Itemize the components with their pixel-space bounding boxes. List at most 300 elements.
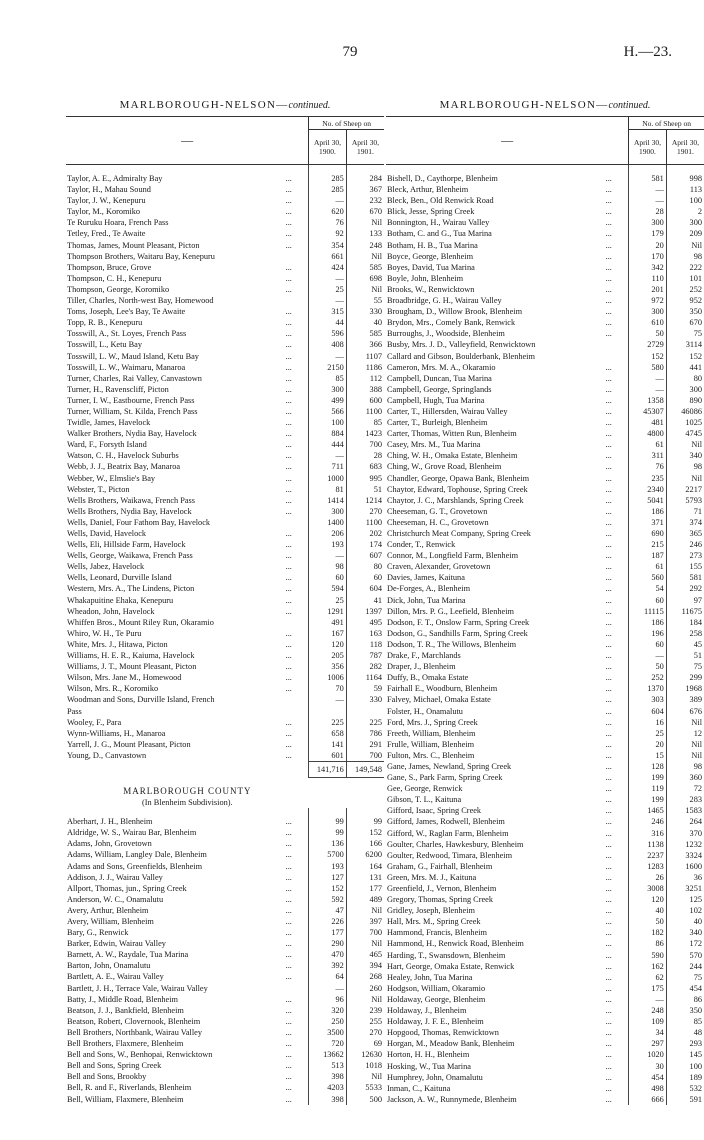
table-row (386, 683, 704, 694)
table-row (66, 983, 384, 994)
owner-name: Wells, Leonard, Durville Island (67, 573, 172, 583)
table-row (66, 816, 384, 827)
owner-name: Campbell, Duncan, Tua Marina (387, 373, 492, 383)
leader-dots: ... (605, 462, 612, 472)
leader-dots: ... (285, 406, 292, 416)
sheep-1900: 1358 (629, 395, 667, 406)
leader-dots: ... (605, 373, 612, 383)
owner-name: White, Mrs. J., Hitawa, Picton (67, 639, 168, 649)
leader-dots: ... (605, 795, 612, 805)
sheep-1901: 365 (666, 528, 704, 539)
owner-name: Wilson, Mrs. Jane M., Homewood (67, 673, 182, 683)
table-row (66, 228, 384, 239)
owner-name: Humphrey, John, Onamalutu (387, 1072, 483, 1082)
sheep-1901: 45 (666, 639, 704, 650)
owner-name: Wells, George, Waikawa, French Pass (67, 551, 193, 561)
left-col-1900: April 30, 1900. (309, 130, 347, 165)
table-row (386, 694, 704, 705)
owner-name: Ching, W. H., Omaka Estate, Blenheim (387, 451, 518, 461)
sheep-1900: 560 (629, 572, 667, 583)
sheep-1901: 585 (346, 328, 384, 339)
leader-dots (286, 983, 309, 994)
owner-name: Whakapuitine Ehaka, Kenepuru (67, 595, 174, 605)
sheep-1900: — (309, 195, 347, 206)
sheep-1901: 1025 (666, 417, 704, 428)
owner-name: Boyce, George, Blenheim (387, 251, 474, 261)
leader-dots: ... (605, 484, 612, 494)
leader-dots: ... (605, 1061, 612, 1071)
sheep-1901: 360 (666, 772, 704, 783)
table-row (386, 938, 704, 949)
table-row (66, 495, 384, 506)
owner-name: Brooks, W., Renwicktown (387, 284, 475, 294)
sheep-1901: 97 (666, 595, 704, 606)
table-row (66, 639, 384, 650)
table-row (66, 583, 384, 594)
sheep-1900: 152 (629, 351, 667, 362)
sheep-1900: 398 (309, 1094, 347, 1105)
table-row (386, 1049, 704, 1060)
leader-dots: ... (285, 684, 292, 694)
sheep-1900: 690 (629, 528, 667, 539)
table-row (386, 1072, 704, 1083)
sheep-1901: 55 (346, 295, 384, 306)
table-row (66, 506, 384, 517)
table-row (386, 251, 704, 262)
leader-dots: ... (285, 1094, 292, 1104)
leader-dots: ... (605, 196, 612, 206)
leader-dots: ... (605, 307, 612, 317)
sheep-1901: 60 (346, 572, 384, 583)
sheep-1901: 86 (666, 994, 704, 1005)
table-row (66, 1094, 384, 1105)
sheep-1900: 16 (629, 717, 667, 728)
sheep-1901: 3114 (666, 339, 704, 350)
leader-dots: ... (285, 917, 292, 926)
leader-dots: ... (285, 751, 292, 761)
owner-name: Chaytor, Edward, Tophouse, Spring Creek (387, 484, 528, 494)
sheep-1900: 20 (629, 739, 667, 750)
sheep-1901: 350 (666, 1005, 704, 1016)
owner-name: Webster, T., Picton (67, 484, 130, 494)
sheep-1901: 12630 (346, 1049, 384, 1060)
sheep-1900: 424 (309, 262, 347, 273)
owner-name: Dick, John, Tua Marina (387, 595, 466, 605)
table-row (66, 739, 384, 750)
sheep-1901: 36 (666, 872, 704, 883)
table-row (66, 450, 384, 461)
table-row (66, 694, 384, 705)
sheep-1900: 342 (629, 262, 667, 273)
leader-dots: ... (605, 529, 612, 538)
sheep-1901: 340 (666, 450, 704, 461)
sheep-1900: 498 (629, 1083, 667, 1094)
right-dash: — (386, 117, 629, 165)
total-row (66, 761, 384, 777)
leader-dots: ... (285, 928, 292, 938)
sheep-1900: 20 (629, 240, 667, 251)
leader-dots: ... (285, 418, 292, 428)
sheep-1900: 96 (309, 994, 347, 1005)
sheep-1900: 499 (309, 395, 347, 406)
owner-name: Thompson Brothers, Waitaru Bay, Kenepuru (67, 251, 215, 261)
sheep-1900: 13662 (309, 1049, 347, 1060)
sheep-1900: 152 (309, 883, 347, 894)
sheep-1901: 786 (346, 728, 384, 739)
table-row (386, 750, 704, 761)
sheep-1900: — (629, 994, 667, 1005)
table-row (386, 905, 704, 916)
table-row (66, 650, 384, 661)
owner-name: Wynn-Williams, H., Manaroa (67, 728, 166, 738)
leader-dots: ... (285, 1005, 292, 1015)
sheep-1900: 513 (309, 1060, 347, 1071)
table-row (66, 949, 384, 960)
table-row (386, 417, 704, 428)
total-1901: 149,548 (346, 761, 384, 777)
owner-name: Christchurch Meat Company, Spring Creek (387, 529, 531, 538)
table-row (66, 572, 384, 583)
sheep-1900: 311 (629, 450, 667, 461)
right-col-1901: April 30, 1901. (666, 130, 704, 165)
sheep-1901: Nil (346, 938, 384, 949)
leader-dots: ... (605, 684, 612, 694)
sheep-1901: 4745 (666, 428, 704, 439)
owner-name: Cameron, Mrs. M. A., Okaramio (387, 362, 496, 372)
sheep-1901: Nil (346, 217, 384, 228)
table-row (386, 184, 704, 195)
sheep-1901: 591 (666, 1094, 704, 1105)
leader-dots: ... (605, 429, 612, 439)
table-row (386, 550, 704, 561)
owner-name: Carter, T., Hillersden, Wairau Valley (387, 406, 508, 416)
leader-dots: ... (605, 994, 612, 1004)
owner-name: Taylor, H., Mahau Sound (67, 185, 151, 195)
sheep-1901: 500 (346, 1094, 384, 1105)
owner-name: Thompson, George, Koromiko (67, 284, 170, 294)
sheep-1900: 92 (309, 228, 347, 239)
owner-name: Fairhall E., Woodburn, Blenheim (387, 684, 498, 694)
sheep-1901: 177 (346, 883, 384, 894)
leader-dots: ... (605, 262, 612, 272)
table-row (66, 861, 384, 872)
sheep-1900: 196 (629, 628, 667, 639)
leader-dots: ... (605, 817, 612, 827)
sheep-1901: 995 (346, 473, 384, 484)
table-row (386, 506, 704, 517)
table-row (386, 528, 704, 539)
sheep-1901: 1583 (666, 805, 704, 816)
sheep-1900: 60 (309, 572, 347, 583)
owner-name: Yarrell, J. G., Mount Pleasant, Picton (67, 739, 191, 749)
sheep-1900: 167 (309, 628, 347, 639)
sheep-1901: 700 (346, 927, 384, 938)
sheep-1901: 397 (346, 916, 384, 927)
owner-name: Boyle, John, Blenheim (387, 273, 464, 283)
table-row (66, 1027, 384, 1038)
sheep-1900: 186 (629, 506, 667, 517)
table-row (66, 849, 384, 860)
table-row (386, 273, 704, 284)
sheep-1900: 120 (309, 639, 347, 650)
sheep-1901: 670 (666, 317, 704, 328)
leader-dots: ... (285, 1083, 292, 1093)
leader-dots: ... (285, 284, 292, 294)
owner-name: Turner, I. W., Eastbourne, French Pass (67, 395, 195, 405)
owner-name: Frulle, William, Blenheim (387, 739, 475, 749)
table-row (66, 373, 384, 384)
table-row (386, 872, 704, 883)
table-row (66, 206, 384, 217)
leader-dots: ... (605, 861, 612, 871)
table-row (66, 550, 384, 561)
sheep-1901: 787 (346, 650, 384, 661)
leader-dots: ... (605, 473, 612, 483)
sheep-1900: 581 (629, 173, 667, 184)
table-row (386, 650, 704, 661)
owner-name: Hammond, H., Renwick Road, Blenheim (387, 939, 524, 949)
owner-name: Folster, H., Onamalutu (387, 706, 463, 716)
table-row (66, 473, 384, 484)
sheep-1901: Nil (346, 284, 384, 295)
owner-name: Fulton, Mrs. C., Blenheim (387, 750, 475, 760)
table-row (66, 683, 384, 694)
sheep-1901: 388 (346, 384, 384, 395)
table-row (66, 927, 384, 938)
sheep-1901: 202 (346, 528, 384, 539)
leader-dots: ... (605, 406, 612, 416)
sheep-1900: 45307 (629, 406, 667, 417)
owner-name: Gifford, James, Rodwell, Blenheim (387, 817, 505, 827)
owner-name: Horton, H. H., Blenheim (387, 1050, 470, 1060)
sheep-1900: 128 (629, 761, 667, 772)
owner-name: Batty, J., Middle Road, Blenheim (67, 994, 178, 1004)
leader-dots: ... (605, 639, 612, 649)
sheep-1900: 215 (629, 539, 667, 550)
sheep-1901: 5793 (666, 495, 704, 506)
sheep-1900: 61 (629, 439, 667, 450)
sheep-1900: — (629, 373, 667, 384)
sheep-1901: 284 (346, 173, 384, 184)
leader-dots: ... (605, 839, 612, 849)
table-row (386, 606, 704, 617)
owner-name: Barker, Edwin, Wairau Valley (67, 939, 166, 949)
owner-name: Barton, John, Onamalutu (67, 961, 151, 971)
sheep-1900: 28 (629, 206, 667, 217)
sheep-1900: 246 (629, 816, 667, 827)
leader-dots: ... (605, 1094, 612, 1104)
table-row (66, 195, 384, 206)
leader-dots: ... (285, 451, 292, 461)
sheep-1901: 489 (346, 894, 384, 905)
leader-dots: ... (605, 395, 612, 405)
sheep-1900: 193 (309, 539, 347, 550)
sheep-1901: 80 (346, 561, 384, 572)
sheep-1901: 48 (666, 1027, 704, 1038)
owner-name: Aldridge, W. S., Wairau Bar, Blenheim (67, 828, 197, 838)
sheep-1901: 164 (346, 861, 384, 872)
owner-name: Casey, Mrs. M., Tua Marina (387, 440, 481, 450)
table-row (66, 938, 384, 949)
sheep-1901: Nil (666, 739, 704, 750)
table-row (66, 1005, 384, 1016)
sheep-1901: 189 (666, 1072, 704, 1083)
sheep-1901: 222 (666, 262, 704, 273)
owner-name: Callard and Gibson, Boulderbank, Blenheim (387, 351, 535, 361)
sheep-1900: 226 (309, 916, 347, 927)
table-row (386, 661, 704, 672)
sheep-1901 (346, 706, 384, 717)
sheep-1901: 952 (666, 295, 704, 306)
leader-dots: ... (605, 207, 612, 217)
sheep-1901: 209 (666, 228, 704, 239)
leader-dots: ... (285, 196, 292, 206)
sheep-1900: 76 (309, 217, 347, 228)
total-1900: 141,716 (309, 761, 347, 777)
owner-name: Adams and Sons, Greenfields, Blenheim (67, 861, 203, 871)
right-sheep-header: No. of Sheep on (629, 117, 704, 130)
sheep-1900: 25 (309, 284, 347, 295)
sheep-1900: 252 (629, 672, 667, 683)
leader-dots: ... (605, 495, 612, 505)
sheep-1901: 1107 (346, 351, 384, 362)
owner-name: Draper, J., Blenheim (387, 662, 456, 672)
leader-dots: ... (605, 928, 612, 938)
sheep-1900: 2150 (309, 362, 347, 373)
leader-dots: ... (285, 218, 292, 228)
sheep-1901: 98 (666, 461, 704, 472)
sheep-1900: 711 (309, 461, 347, 472)
sheep-1901: 350 (666, 306, 704, 317)
owner-name: Gibson, T. L., Kaituna (387, 795, 462, 805)
owner-name: Green, Mrs. M. J., Kaituna (387, 872, 477, 882)
sheep-1901: 99 (346, 816, 384, 827)
sheep-1900: — (309, 983, 347, 994)
table-row (66, 339, 384, 350)
sheep-1901: 585 (346, 262, 384, 273)
sheep-1900: 175 (629, 983, 667, 994)
leader-dots: ... (285, 384, 292, 394)
sheep-1900: 1020 (629, 1049, 667, 1060)
sheep-1901: 366 (346, 339, 384, 350)
sheep-1901: 75 (666, 661, 704, 672)
leader-dots: ... (605, 651, 612, 661)
leader-dots: ... (285, 462, 292, 472)
sheep-1901: 174 (346, 539, 384, 550)
sheep-1900: 1400 (309, 517, 347, 528)
right-col-1900: April 30, 1900. (629, 130, 667, 165)
table-row (66, 606, 384, 617)
leader-dots: ... (285, 473, 292, 483)
owner-name: Tiller, Charles, North-west Bay, Homewood (67, 296, 214, 306)
sheep-1900: — (629, 184, 667, 195)
sheep-1901: 1397 (346, 606, 384, 617)
owner-name: Young, D., Canvastown (67, 751, 147, 761)
owner-name: Campbell, Hugh, Tua Marina (387, 395, 485, 405)
sheep-1901: 1968 (666, 683, 704, 694)
owner-name: Wooley, F., Para (67, 717, 122, 727)
table-row (66, 173, 384, 184)
sheep-1901: 51 (666, 650, 704, 661)
owner-name: Bell Brothers, Flaxmere, Blenheim (67, 1039, 184, 1049)
sheep-1901: 340 (666, 927, 704, 938)
sheep-1901: 698 (346, 273, 384, 284)
table-row (386, 384, 704, 395)
owner-name: Goulter, Redwood, Timara, Blenheim (387, 850, 513, 860)
sheep-1901: 85 (346, 417, 384, 428)
owner-name: Allport, Thomas, jun., Spring Creek (67, 883, 187, 893)
leader-dots: ... (605, 806, 612, 816)
owner-name: Brydon, Mrs., Comely Bank, Renwick (387, 318, 516, 328)
owner-name: Williams, J. T., Mount Pleasant, Picton (67, 662, 197, 672)
sheep-1901: Nil (666, 240, 704, 251)
owner-name: Addison, J. J., Wairau Valley (67, 872, 163, 882)
table-row (386, 461, 704, 472)
sheep-1900: — (629, 384, 667, 395)
leader-dots: ... (605, 329, 612, 339)
owner-name: Tosswill, L., Ketu Bay (67, 340, 143, 350)
sheep-1901: 166 (346, 838, 384, 849)
table-row (386, 717, 704, 728)
leader-dots: ... (605, 750, 612, 760)
table-row (66, 827, 384, 838)
sheep-1900: 26 (629, 872, 667, 883)
sheep-1901: 700 (346, 750, 384, 762)
sheep-1900: 398 (309, 1071, 347, 1082)
leader-dots: ... (285, 229, 292, 239)
sheep-1901: 454 (666, 983, 704, 994)
table-row (386, 328, 704, 339)
sheep-1901: 604 (346, 583, 384, 594)
sheep-1901: 2217 (666, 484, 704, 495)
owner-name: Hosking, W., Tua Marina (387, 1061, 471, 1071)
table-row (66, 362, 384, 373)
leader-dots: ... (285, 395, 292, 405)
leader-dots: ... (285, 628, 292, 638)
sheep-1900: 64 (309, 971, 347, 982)
owner-name: Hopgood, Thomas, Renwicktown (387, 1028, 499, 1038)
sheep-1900: 25 (309, 595, 347, 606)
sheep-1901: Nil (346, 1071, 384, 1082)
owner-name: Walker Brothers, Nydia Bay, Havelock (67, 429, 197, 439)
sheep-1901: 225 (346, 717, 384, 728)
sheep-1900: 620 (309, 206, 347, 217)
sheep-1901: 370 (666, 828, 704, 839)
sheep-1900: 81 (309, 484, 347, 495)
sheep-1901: 374 (666, 517, 704, 528)
sheep-1900: 205 (309, 650, 347, 661)
sheep-1900: 30 (629, 1061, 667, 1072)
leader-dots: ... (285, 728, 292, 738)
sheep-1900: 40 (629, 905, 667, 916)
sheep-1901: 581 (666, 572, 704, 583)
sheep-1900: 162 (629, 961, 667, 972)
sheep-1901: 41 (346, 595, 384, 606)
owner-name: Watson, C. H., Havelock Suburbs (67, 451, 179, 461)
sheep-1900: 594 (309, 583, 347, 594)
sheep-1901: 683 (346, 461, 384, 472)
table-row (386, 1005, 704, 1016)
sheep-1901: 299 (666, 672, 704, 683)
left-sheep-header: No. of Sheep on (309, 117, 384, 130)
leader-dots: ... (285, 506, 292, 516)
owner-name: Gridley, Joseph, Blenheim (387, 906, 475, 916)
table-row (66, 617, 384, 628)
owner-name: Connor, M., Longfield Farm, Blenheim (387, 551, 519, 561)
leader-dots: ... (605, 240, 612, 250)
owner-name: Botham, H. B., Tua Marina (387, 240, 478, 250)
leader-dots: ... (605, 418, 612, 428)
